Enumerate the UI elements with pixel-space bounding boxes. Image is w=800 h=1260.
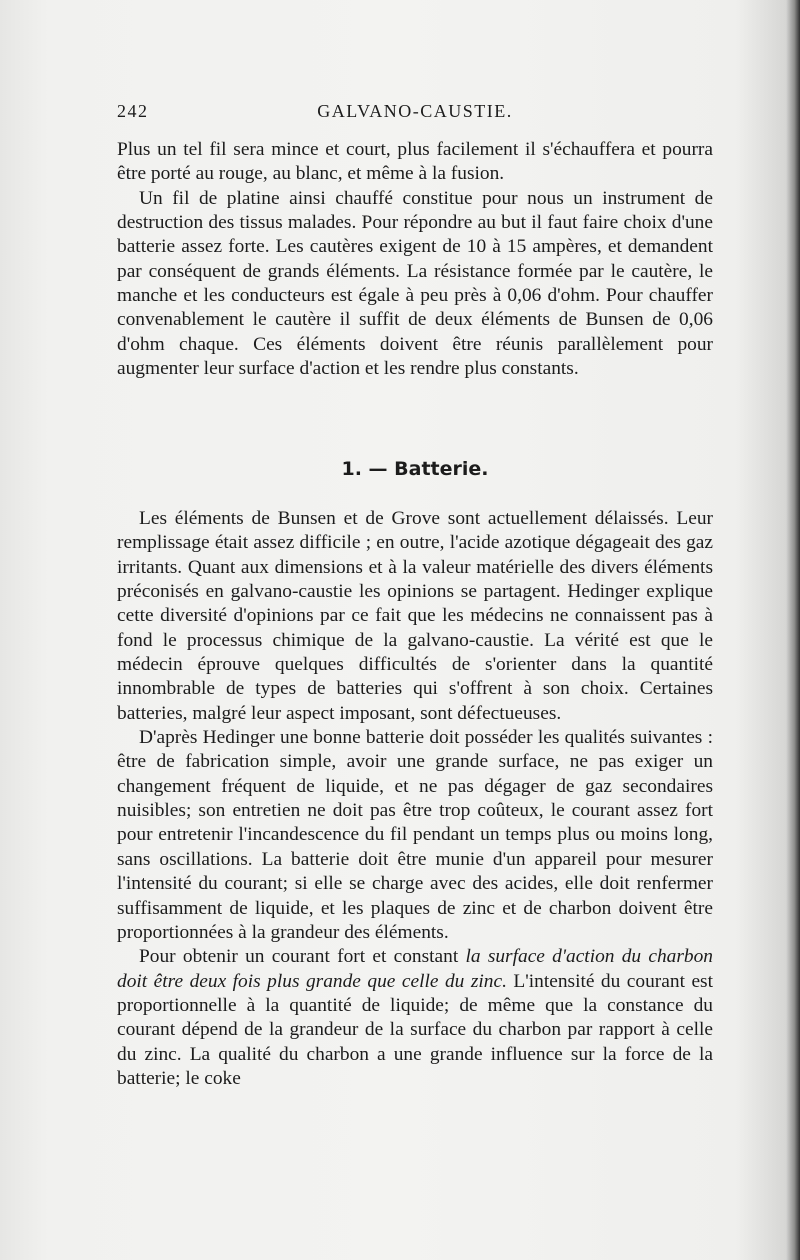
intro-text-block: [117, 138, 713, 381]
paragraph-lead: Pour obtenir un courant fort et constant: [139, 946, 466, 968]
section-heading: 1. — Batterie.: [341, 458, 489, 480]
paragraph: [117, 945, 713, 1091]
paragraph: Les éléments de Bunsen et de Grove sont actuellement délaissés. Leur remplissage était assez difficile ; en outre, l'acide azotique dégageait des gaz irritants. Quant aux dimensions et à la valeur matérielle des divers éléments préconisés en galvano-caustie les opinions se partagent. Hedinger explique cette diversité d'opinions par ce fait que les médecins ne connaissent pas à fond le processus chimique de la galvano-caustie. La vérité est que le médecin éprouve quelques difficultés de s'orienter dans la quantité innombrable de types de batteries qui s'offrent à son choix. Certaines batteries, malgré leur aspect imposant, sont défectueuses.: [117, 508, 713, 724]
paragraph-tail: L'intensité du courant est proportionnelle à la quantité de liquide; de même que la constance du courant dépend de la grandeur de la surface du charbon par rapport à celle du zinc. La qualité du charbon a une grande influence sur la force de la batterie; le coke: [117, 970, 713, 1089]
section-text-block: [117, 507, 713, 1091]
emphasized-rule: la surface d'action du charbon doit être deux fois plus grande que celle du zinc.: [117, 946, 713, 992]
running-title: GALVANO-CAUSTIE.: [317, 101, 513, 121]
paragraph: D'après Hedinger une bonne batterie doit posséder les qualités suivantes : être de fabrication simple, avoir une grande surface, ne pas exiger un changement fréquent de liquide, et ne pas dégager de gaz secondaires nuisibles; son entretien ne doit pas être trop coûteux, le courant assez fort pour entretenir l'incandescence du fil pendant un temps plus ou moins long, sans oscillations. La batterie doit être munie d'un appareil pour mesurer l'intensité du courant; si elle se charge avec des acides, elle doit renfermer suffisamment de liquide, et les plaques de zinc et de charbon doivent être proportionnées à la grandeur des éléments.: [117, 727, 713, 943]
paragraph: Plus un tel fil sera mince et court, plus facilement il s'échauffera et pourra être porté au rouge, au blanc, et même à la fusion.: [117, 139, 713, 185]
running-header: [117, 101, 713, 125]
page-spine-shadow: [786, 0, 800, 1260]
page-number: 242: [117, 101, 149, 121]
paragraph: Un fil de platine ainsi chauffé constitue pour nous un instrument de destruction des tissus malades. Pour répondre au but il faut faire choix d'une batterie assez forte. Les cautères exigent de 10 à 15 ampères, et demandent par conséquent de grands éléments. La résistance formée par le cautère, le manche et les conducteurs est égale à peu près à 0,06 d'ohm. Pour chauffer convenablement le cautère il suffit de deux éléments de Bunsen de 0,06 d'ohm chaque. Ces éléments doivent être réunis parallèlement pour augmenter leur surface d'action et les rendre plus constants.: [117, 187, 713, 380]
